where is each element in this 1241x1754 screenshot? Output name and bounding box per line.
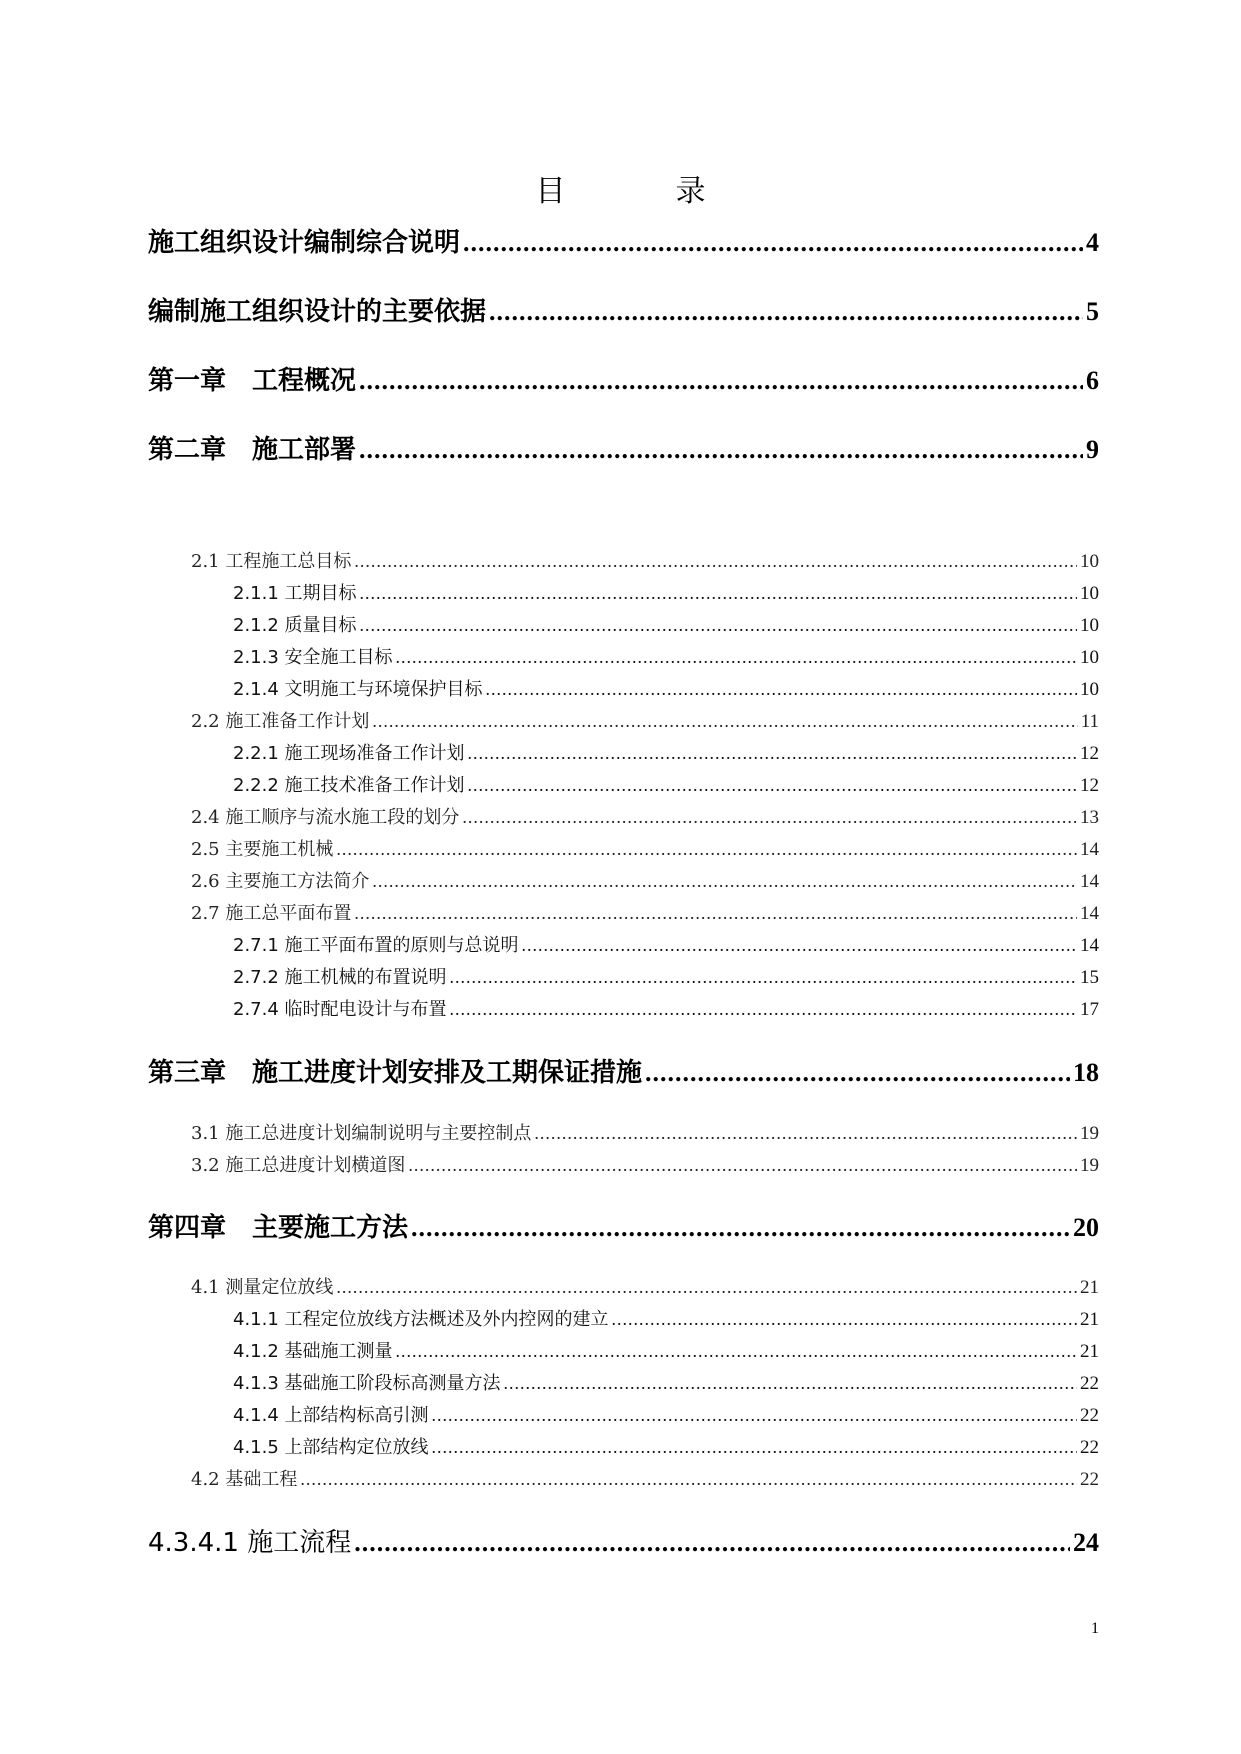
toc-entry[interactable] [233,1338,1099,1364]
toc-entry-page: 14 [1080,903,1099,924]
toc-entry-label: 2.7 施工总平面布置 [191,903,352,924]
toc-entry-label: 2.7.2 施工机械的布置说明 [233,967,447,988]
toc-entry-page: 4 [1086,228,1099,257]
toc-leader [372,868,1077,894]
toc-entry-page: 20 [1073,1213,1099,1242]
toc-entry-page: 14 [1080,935,1099,956]
toc-entry-label: 3.2 施工总进度计划横道图 [191,1155,406,1176]
toc-entry[interactable] [233,932,1099,958]
toc-entry[interactable] [233,964,1099,990]
toc-leader [360,580,1077,606]
toc-entry-label: 4.3.4.1 施工流程 [148,1528,352,1558]
toc-entry-page: 10 [1080,551,1099,572]
toc-entry[interactable] [148,294,1099,330]
toc-entry-label: 2.2.2 施工技术准备工作计划 [233,775,465,796]
toc-entry-page: 14 [1080,839,1099,860]
toc-entry[interactable] [191,1466,1099,1492]
toc-leader [396,644,1077,670]
toc-entry-page: 18 [1073,1058,1099,1087]
toc-leader [489,294,1083,330]
toc-entry[interactable] [191,1152,1099,1178]
toc-entry-label: 2.2.1 施工现场准备工作计划 [233,743,465,764]
toc-leader [450,964,1077,990]
toc-entry[interactable] [191,1274,1099,1300]
toc-leader [300,1466,1077,1492]
toc-entry-page: 10 [1080,679,1099,700]
toc-entry-page: 24 [1073,1528,1099,1557]
toc-entry-label: 2.6 主要施工方法简介 [191,871,370,892]
toc-entry-page: 21 [1080,1341,1099,1362]
toc-entry-label: 2.1 工程施工总目标 [191,551,352,572]
toc-entry[interactable] [148,363,1099,399]
toc-leader [354,548,1077,574]
toc-entry-label: 第三章 施工进度计划安排及工期保证措施 [148,1058,643,1088]
toc-entry-label: 2.1.1 工期目标 [233,583,357,604]
toc-entry[interactable] [191,836,1099,862]
toc-entry-page: 6 [1086,366,1099,395]
toc-entry-page: 12 [1080,775,1099,796]
toc-entry[interactable] [148,432,1099,468]
toc-entry[interactable] [233,644,1099,670]
toc-entry[interactable] [191,548,1099,574]
toc-entry-page: 11 [1080,711,1099,732]
toc-leader [411,1210,1070,1246]
toc-entry-label: 2.2 施工准备工作计划 [191,711,370,732]
toc-leader [359,432,1083,468]
toc-entry[interactable] [233,996,1099,1022]
toc-entry[interactable] [148,1055,1099,1091]
toc-leader [486,676,1077,702]
toc-entry-label: 第一章 工程概况 [148,366,357,396]
toc-leader [336,1274,1077,1300]
toc-leader [408,1152,1077,1178]
toc-leader [354,1525,1070,1561]
toc-entry-page: 5 [1086,297,1099,326]
toc-entry[interactable] [191,804,1099,830]
toc-leader [462,804,1077,830]
toc-leader [432,1402,1077,1428]
toc-entry-label: 2.7.1 施工平面布置的原则与总说明 [233,935,519,956]
toc-leader [359,363,1083,399]
toc-entry[interactable] [233,1402,1099,1428]
toc-entry-label: 4.1.2 基础施工测量 [233,1341,393,1362]
toc-entry-page: 19 [1080,1123,1099,1144]
toc-leader [534,1120,1077,1146]
toc-leader [612,1306,1077,1332]
toc-entry-label: 4.1.3 基础施工阶段标高测量方法 [233,1373,501,1394]
toc-entry[interactable] [233,1306,1099,1332]
toc-entry[interactable] [233,580,1099,606]
toc-entry[interactable] [233,1370,1099,1396]
toc-leader [336,836,1077,862]
toc-entry-page: 19 [1080,1155,1099,1176]
toc-entry-label: 4.2 基础工程 [191,1469,298,1490]
toc-leader [396,1338,1077,1364]
page-number: 1 [1091,1620,1099,1637]
toc-entry-label: 2.1.3 安全施工目标 [233,647,393,668]
toc-entry[interactable] [191,868,1099,894]
toc-entry-page: 10 [1080,583,1099,604]
toc-entry-page: 22 [1080,1405,1099,1426]
toc-entry[interactable] [233,1434,1099,1460]
toc-entry-label: 2.4 施工顺序与流水施工段的划分 [191,807,460,828]
toc-entry[interactable] [233,772,1099,798]
toc-leader [645,1055,1070,1091]
toc-entry[interactable] [148,225,1099,261]
toc-entry-label: 4.1.5 上部结构定位放线 [233,1437,429,1458]
toc-leader [468,740,1077,766]
toc-entry-page: 9 [1086,435,1099,464]
toc-entry-label: 第四章 主要施工方法 [148,1213,409,1243]
toc-entry-label: 施工组织设计编制综合说明 [148,228,461,258]
toc-leader [450,996,1077,1022]
toc-entry-page: 17 [1080,999,1099,1020]
toc-entry[interactable] [233,612,1099,638]
toc-entry-label: 4.1.1 工程定位放线方法概述及外内控网的建立 [233,1309,609,1330]
toc-entry-label: 2.1.4 文明施工与环境保护目标 [233,679,483,700]
toc-leader [372,708,1077,734]
toc-entry-label: 3.1 施工总进度计划编制说明与主要控制点 [191,1123,532,1144]
toc-entry-page: 12 [1080,743,1099,764]
toc-entry-page: 21 [1080,1309,1099,1330]
toc-entry[interactable] [233,676,1099,702]
toc-entry-label: 2.7.4 临时配电设计与布置 [233,999,447,1020]
toc-entry-label: 4.1.4 上部结构标高引测 [233,1405,429,1426]
toc-leader [468,772,1077,798]
toc-entry-page: 13 [1080,807,1099,828]
toc-entry-page: 21 [1080,1277,1099,1298]
toc-entry[interactable] [191,1120,1099,1146]
toc-leader [463,225,1083,261]
toc-entry-label: 编制施工组织设计的主要依据 [148,297,487,327]
toc-entry-page: 10 [1080,615,1099,636]
toc-entry-page: 14 [1080,871,1099,892]
toc-entry-label: 第二章 施工部署 [148,435,357,465]
toc-entry[interactable] [191,900,1099,926]
toc-entry-page: 15 [1080,967,1099,988]
toc-entry-page: 22 [1080,1437,1099,1458]
toc-entry-page: 22 [1080,1469,1099,1490]
toc-title: 目 录 [535,174,746,209]
toc-leader [522,932,1077,958]
toc-leader [432,1434,1077,1460]
toc-entry-page: 10 [1080,647,1099,668]
toc-entry-page: 22 [1080,1373,1099,1394]
toc-entry[interactable] [233,740,1099,766]
toc-entry[interactable] [148,1210,1099,1246]
toc-leader [354,900,1077,926]
toc-leader [504,1370,1077,1396]
toc-leader [360,612,1077,638]
toc-entry-label: 4.1 测量定位放线 [191,1277,334,1298]
toc-entry[interactable] [148,1525,1099,1561]
toc-entry-label: 2.5 主要施工机械 [191,839,334,860]
toc-entry-label: 2.1.2 质量目标 [233,615,357,636]
toc-entry[interactable] [191,708,1099,734]
